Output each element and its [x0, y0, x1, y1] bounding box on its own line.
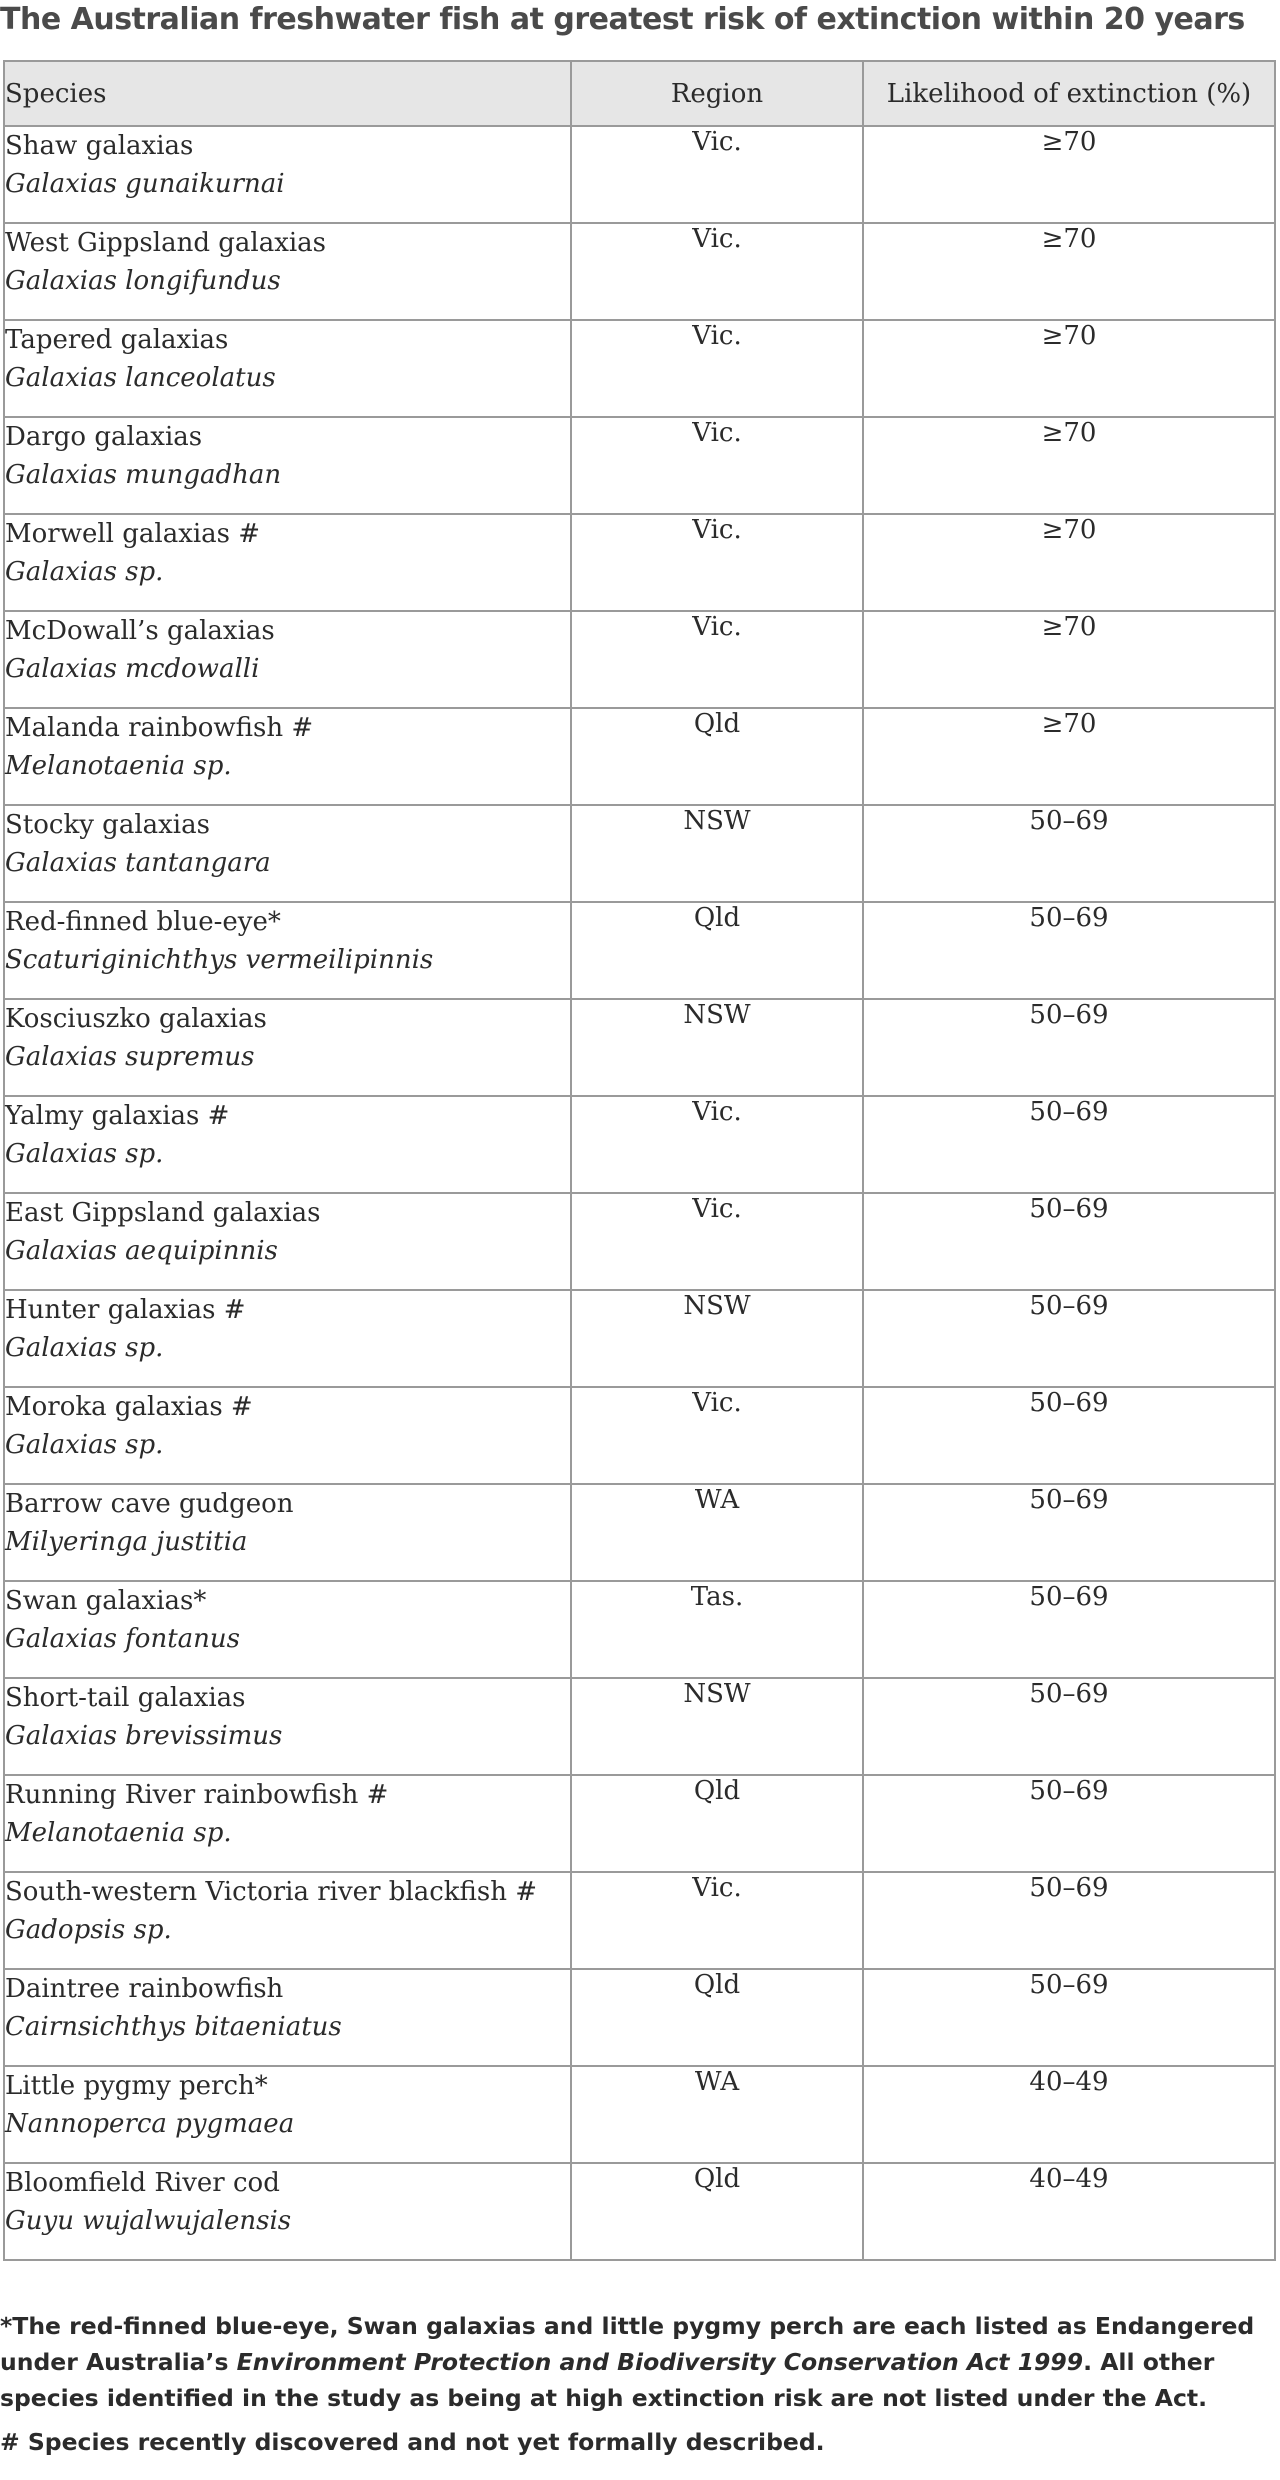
species-common-name: Morwell galaxias #: [5, 519, 261, 549]
species-cell: [4, 1387, 571, 1484]
species-cell: [4, 514, 571, 611]
species-scientific-name: Galaxias mungadhan: [5, 460, 282, 490]
region-cell: Vic.: [571, 126, 863, 223]
species-scientific-name: Galaxias sp.: [5, 1333, 164, 1363]
species-common-name: Yalmy galaxias #: [5, 1101, 230, 1131]
species-scientific-name: Galaxias mcdowalli: [5, 654, 260, 684]
species-scientific-name: Galaxias lanceolatus: [5, 363, 276, 393]
species-cell: [4, 2163, 571, 2260]
region-cell: NSW: [571, 1678, 863, 1775]
species-common-name: Shaw galaxias: [5, 131, 194, 161]
species-cell: [4, 1969, 571, 2066]
table-body: [4, 126, 1275, 2260]
table-row: [4, 1775, 1275, 1872]
species-cell: [4, 320, 571, 417]
likelihood-cell: 50–69: [863, 1193, 1275, 1290]
likelihood-cell: 40–49: [863, 2163, 1275, 2260]
species-scientific-name: Galaxias sp.: [5, 557, 164, 587]
region-cell: Vic.: [571, 223, 863, 320]
species-cell: [4, 1290, 571, 1387]
table-row: [4, 1193, 1275, 1290]
footnote-endangered-text-after: . All other species identified in the study as being at high extinction risk are not listed under the Act.: [0, 2348, 1215, 2412]
species-scientific-name: Galaxias sp.: [5, 1139, 164, 1169]
species-cell: [4, 1581, 571, 1678]
species-common-name: Dargo galaxias: [5, 422, 203, 452]
table-row: [4, 708, 1275, 805]
likelihood-cell: ≥70: [863, 611, 1275, 708]
species-common-name: Daintree rainbowfish: [5, 1974, 284, 2004]
table-row: [4, 611, 1275, 708]
species-common-name: Hunter galaxias #: [5, 1295, 246, 1325]
species-common-name: Tapered galaxias: [5, 325, 229, 355]
species-cell: [4, 805, 571, 902]
table-header-row: [4, 61, 1275, 126]
column-header-likelihood: Likelihood of extinction (%): [863, 61, 1275, 126]
table-row: [4, 126, 1275, 223]
species-scientific-name: Milyeringa justitia: [5, 1527, 248, 1557]
species-cell: [4, 708, 571, 805]
species-scientific-name: Galaxias gunaikurnai: [5, 169, 285, 199]
species-scientific-name: Galaxias supremus: [5, 1042, 255, 1072]
region-cell: Qld: [571, 2163, 863, 2260]
species-common-name: Barrow cave gudgeon: [5, 1489, 294, 1519]
species-scientific-name: Cairnsichthys bitaeniatus: [5, 2012, 342, 2042]
likelihood-cell: 50–69: [863, 1484, 1275, 1581]
region-cell: Vic.: [571, 1387, 863, 1484]
footnote-act-name: Environment Protection and Biodiversity Conservation Act 1999: [236, 2348, 1084, 2376]
species-common-name: Stocky galaxias: [5, 810, 210, 840]
species-scientific-name: Galaxias brevissimus: [5, 1721, 283, 1751]
region-cell: Vic.: [571, 320, 863, 417]
region-cell: Tas.: [571, 1581, 863, 1678]
likelihood-cell: 50–69: [863, 1678, 1275, 1775]
species-common-name: East Gippsland galaxias: [5, 1198, 321, 1228]
species-common-name: Bloomfield River cod: [5, 2168, 280, 2198]
likelihood-cell: 50–69: [863, 1775, 1275, 1872]
species-cell: [4, 2066, 571, 2163]
table-row: [4, 2163, 1275, 2260]
region-cell: Qld: [571, 1969, 863, 2066]
species-common-name: Running River rainbowfish #: [5, 1780, 389, 1810]
species-cell: [4, 223, 571, 320]
likelihood-cell: 50–69: [863, 1581, 1275, 1678]
column-header-species: Species: [4, 61, 571, 126]
likelihood-cell: 40–49: [863, 2066, 1275, 2163]
region-cell: Vic.: [571, 1096, 863, 1193]
likelihood-cell: 50–69: [863, 1387, 1275, 1484]
footnote-undescribed: # Species recently discovered and not yet formally described.: [0, 2428, 825, 2456]
species-cell: [4, 417, 571, 514]
table-row: [4, 1484, 1275, 1581]
species-cell: [4, 126, 571, 223]
region-cell: Vic.: [571, 514, 863, 611]
species-common-name: Little pygmy perch*: [5, 2071, 268, 2101]
region-cell: NSW: [571, 805, 863, 902]
likelihood-cell: 50–69: [863, 1872, 1275, 1969]
species-scientific-name: Melanotaenia sp.: [5, 1818, 232, 1848]
species-cell: [4, 1678, 571, 1775]
species-common-name: McDowall’s galaxias: [5, 616, 275, 646]
table-row: [4, 417, 1275, 514]
species-common-name: Red-finned blue-eye*: [5, 907, 281, 937]
likelihood-cell: 50–69: [863, 805, 1275, 902]
species-common-name: Kosciuszko galaxias: [5, 1004, 267, 1034]
species-common-name: Swan galaxias*: [5, 1586, 207, 1616]
species-cell: [4, 1484, 571, 1581]
table-row: [4, 1387, 1275, 1484]
table-row: [4, 514, 1275, 611]
species-common-name: West Gippsland galaxias: [5, 228, 327, 258]
footnotes: [0, 2308, 1276, 2460]
species-scientific-name: Guyu wujalwujalensis: [5, 2206, 292, 2236]
likelihood-cell: ≥70: [863, 708, 1275, 805]
likelihood-cell: 50–69: [863, 999, 1275, 1096]
table-row: [4, 2066, 1275, 2163]
table-row: [4, 1872, 1275, 1969]
likelihood-cell: ≥70: [863, 223, 1275, 320]
likelihood-cell: 50–69: [863, 1969, 1275, 2066]
species-scientific-name: Galaxias aequipinnis: [5, 1236, 278, 1266]
table-row: [4, 999, 1275, 1096]
likelihood-cell: ≥70: [863, 320, 1275, 417]
region-cell: Vic.: [571, 417, 863, 514]
species-scientific-name: Galaxias longifundus: [5, 266, 281, 296]
region-cell: Vic.: [571, 611, 863, 708]
species-cell: [4, 1096, 571, 1193]
region-cell: Vic.: [571, 1872, 863, 1969]
extinction-risk-table: [3, 60, 1276, 2261]
likelihood-cell: ≥70: [863, 126, 1275, 223]
table-row: [4, 223, 1275, 320]
species-common-name: Moroka galaxias #: [5, 1392, 253, 1422]
species-scientific-name: Gadopsis sp.: [5, 1915, 172, 1945]
species-scientific-name: Galaxias tantangara: [5, 848, 271, 878]
species-cell: [4, 1872, 571, 1969]
table-row: [4, 805, 1275, 902]
table-row: [4, 1678, 1275, 1775]
likelihood-cell: ≥70: [863, 417, 1275, 514]
region-cell: NSW: [571, 1290, 863, 1387]
table-row: [4, 902, 1275, 999]
likelihood-cell: 50–69: [863, 902, 1275, 999]
region-cell: NSW: [571, 999, 863, 1096]
species-scientific-name: Galaxias fontanus: [5, 1624, 240, 1654]
species-scientific-name: Galaxias sp.: [5, 1430, 164, 1460]
region-cell: Qld: [571, 902, 863, 999]
species-cell: [4, 902, 571, 999]
page-title: The Australian freshwater fish at greatest risk of extinction within 20 years: [0, 2, 1245, 37]
species-cell: [4, 999, 571, 1096]
region-cell: WA: [571, 2066, 863, 2163]
region-cell: Qld: [571, 708, 863, 805]
species-common-name: Malanda rainbowfish #: [5, 713, 314, 743]
species-common-name: South-western Victoria river blackfish #: [5, 1877, 538, 1907]
species-common-name: Short-tail galaxias: [5, 1683, 246, 1713]
table-row: [4, 320, 1275, 417]
region-cell: Vic.: [571, 1193, 863, 1290]
likelihood-cell: 50–69: [863, 1096, 1275, 1193]
species-scientific-name: Nannoperca pygmaea: [5, 2109, 295, 2139]
region-cell: Qld: [571, 1775, 863, 1872]
region-cell: WA: [571, 1484, 863, 1581]
species-cell: [4, 611, 571, 708]
likelihood-cell: ≥70: [863, 514, 1275, 611]
species-cell: [4, 1193, 571, 1290]
table-row: [4, 1096, 1275, 1193]
species-scientific-name: Melanotaenia sp.: [5, 751, 232, 781]
column-header-region: Region: [571, 61, 863, 126]
table-row: [4, 1581, 1275, 1678]
footnote-endangered: [0, 2308, 1276, 2416]
table-row: [4, 1969, 1275, 2066]
footnote-endangered-text-before: *The red-finned blue-eye, Swan galaxias and little pygmy perch are each listed as Endangered under Australia’s: [0, 2312, 1255, 2376]
species-cell: [4, 1775, 571, 1872]
likelihood-cell: 50–69: [863, 1290, 1275, 1387]
table-row: [4, 1290, 1275, 1387]
species-scientific-name: Scaturiginichthys vermeilipinnis: [5, 945, 434, 975]
